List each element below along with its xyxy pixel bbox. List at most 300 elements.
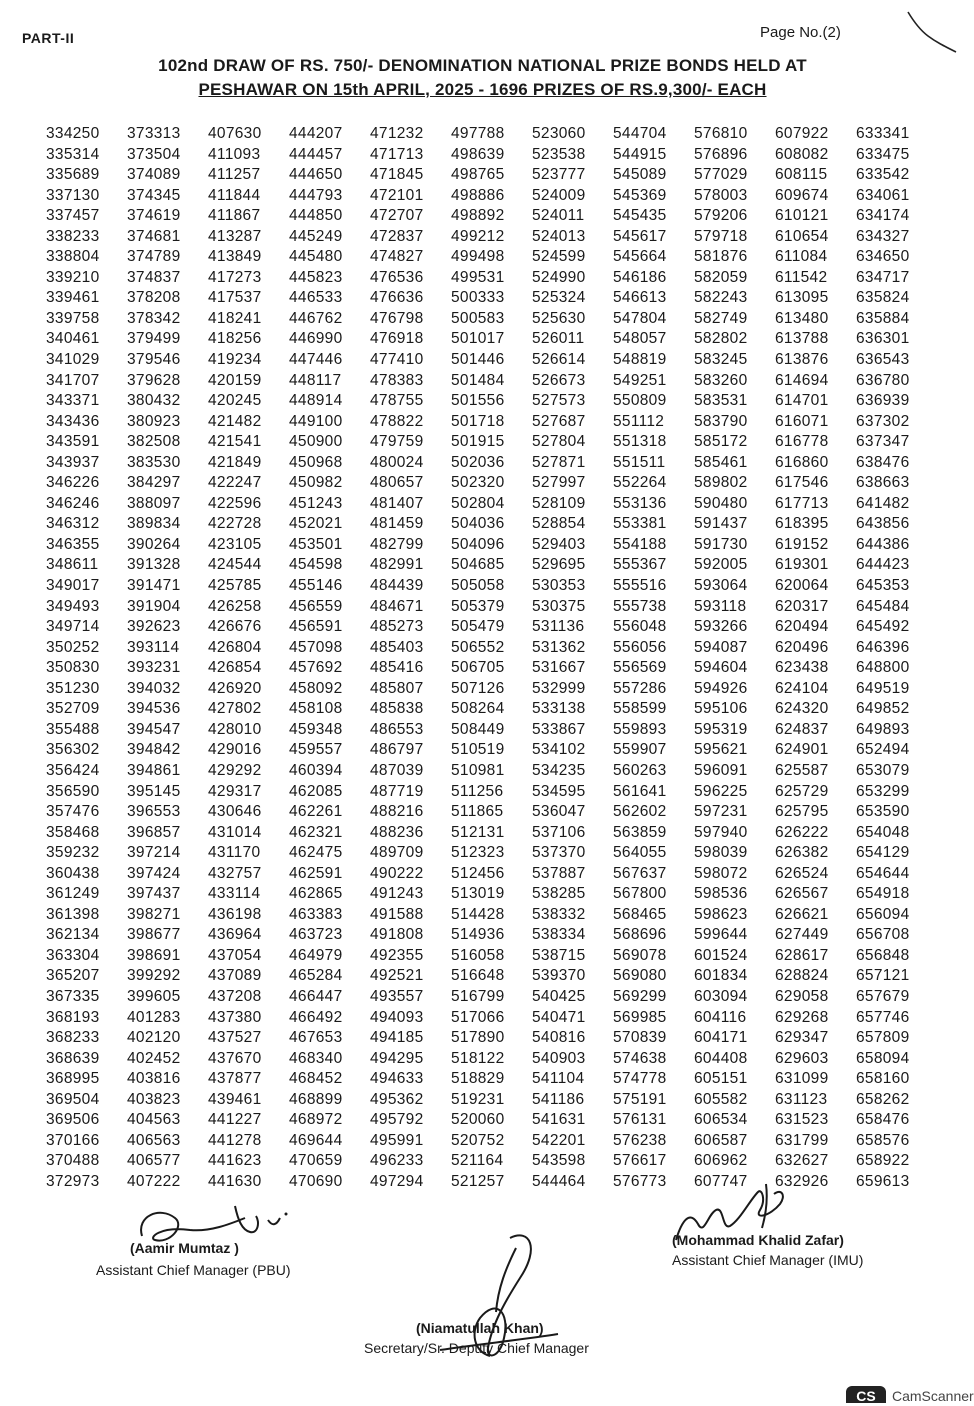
prize-bond-number: 534235 <box>532 761 586 779</box>
prize-bond-number: 498639 <box>451 145 505 163</box>
prize-bond-number: 346226 <box>46 474 100 492</box>
prize-bond-number: 437380 <box>208 1008 262 1026</box>
prize-bond-number: 450982 <box>289 474 343 492</box>
prize-bond-number: 391328 <box>127 556 181 574</box>
prize-bond-number: 546613 <box>613 289 667 307</box>
prize-bond-number: 531667 <box>532 659 586 677</box>
prize-bond-number: 341707 <box>46 371 100 389</box>
prize-bond-number: 623438 <box>775 659 829 677</box>
prize-bond-number: 457098 <box>289 638 343 656</box>
prize-bond-number: 430646 <box>208 803 262 821</box>
prize-bond-number: 560263 <box>613 761 667 779</box>
prize-bond-number: 605582 <box>694 1090 748 1108</box>
prize-bond-number: 594604 <box>694 659 748 677</box>
prize-bond-number: 625729 <box>775 782 829 800</box>
prize-bond-number: 399292 <box>127 967 181 985</box>
prize-bond-number: 339758 <box>46 309 100 327</box>
prize-bond-number: 568465 <box>613 905 667 923</box>
prize-bond-number: 543598 <box>532 1152 586 1170</box>
prize-bond-number: 484439 <box>370 577 424 595</box>
prize-bond-number: 450968 <box>289 453 343 471</box>
prize-bond-number: 627449 <box>775 926 829 944</box>
prize-bond-number: 558599 <box>613 700 667 718</box>
prize-bond-number: 511865 <box>451 803 504 821</box>
prize-bond-number: 557286 <box>613 679 667 697</box>
prize-bond-number: 391471 <box>127 577 181 595</box>
prize-bond-number: 583531 <box>694 392 748 410</box>
prize-bond-number: 605151 <box>694 1070 748 1088</box>
prize-bond-number: 478383 <box>370 371 424 389</box>
prize-bond-number: 598536 <box>694 885 748 903</box>
prize-bond-number: 471845 <box>370 166 424 184</box>
prize-bond-number: 607747 <box>694 1172 748 1190</box>
prize-bond-number: 466492 <box>289 1008 343 1026</box>
prize-bond-number: 420159 <box>208 371 262 389</box>
prize-bond-number: 339210 <box>46 268 100 286</box>
prize-bond-number: 528854 <box>532 515 586 533</box>
prize-bond-number: 472707 <box>370 207 424 225</box>
prize-bond-number: 417537 <box>208 289 262 307</box>
prize-bond-number: 431170 <box>208 844 261 862</box>
prize-bond-number: 545369 <box>613 186 667 204</box>
prize-bond-number: 498765 <box>451 166 505 184</box>
prize-bond-number: 508449 <box>451 720 505 738</box>
prize-bond-number: 527804 <box>532 433 586 451</box>
prize-bond-number: 538332 <box>532 905 586 923</box>
prize-bond-number: 590480 <box>694 494 748 512</box>
prize-bond-number: 556056 <box>613 638 667 656</box>
prize-bond-number: 637347 <box>856 433 910 451</box>
prize-bond-number: 470659 <box>289 1152 343 1170</box>
number-column <box>208 124 289 1192</box>
prize-bond-number: 479759 <box>370 433 424 451</box>
prize-bond-number: 654048 <box>856 823 910 841</box>
prize-bond-number: 356302 <box>46 741 100 759</box>
prize-bond-number: 502804 <box>451 494 505 512</box>
prize-bond-number: 619301 <box>775 556 829 574</box>
prize-bond-number: 553381 <box>613 515 667 533</box>
prize-bond-number: 444850 <box>289 207 343 225</box>
prize-bond-number: 596225 <box>694 782 748 800</box>
prize-bond-number: 421482 <box>208 412 262 430</box>
prize-numbers-table <box>46 124 936 1192</box>
prize-bond-number: 500333 <box>451 289 505 307</box>
prize-bond-number: 422596 <box>208 494 262 512</box>
prize-bond-number: 620317 <box>775 597 829 615</box>
prize-bond-number: 373504 <box>127 145 181 163</box>
prize-bond-number: 444207 <box>289 125 343 142</box>
prize-bond-number: 540471 <box>532 1008 586 1026</box>
prize-bond-number: 458092 <box>289 679 343 697</box>
prize-bond-number: 526011 <box>532 330 585 348</box>
prize-bond-number: 626524 <box>775 864 829 882</box>
prize-bond-number: 441630 <box>208 1172 262 1190</box>
prize-bond-number: 512456 <box>451 864 505 882</box>
prize-bond-number: 604116 <box>694 1008 747 1026</box>
prize-bond-number: 555516 <box>613 577 667 595</box>
prize-bond-number: 471713 <box>370 145 424 163</box>
prize-bond-number: 529695 <box>532 556 586 574</box>
prize-bond-number: 638663 <box>856 474 910 492</box>
prize-bond-number: 658922 <box>856 1152 910 1170</box>
prize-bond-number: 631123 <box>775 1090 828 1108</box>
prize-bond-number: 504096 <box>451 535 505 553</box>
prize-bond-number: 594087 <box>694 638 748 656</box>
prize-bond-number: 404563 <box>127 1111 181 1129</box>
prize-bond-number: 368639 <box>46 1049 100 1067</box>
prize-bond-number: 472101 <box>370 186 424 204</box>
prize-bond-number: 531136 <box>532 618 585 636</box>
prize-bond-number: 499531 <box>451 268 505 286</box>
prize-bond-number: 426804 <box>208 638 262 656</box>
prize-bond-number: 545089 <box>613 166 667 184</box>
prize-bond-number: 373313 <box>127 125 181 142</box>
signature-center-name: (Niamatullah Khan) <box>416 1320 544 1336</box>
number-column <box>289 124 370 1192</box>
prize-bond-number: 569299 <box>613 987 667 1005</box>
prize-bond-number: 575191 <box>613 1090 667 1108</box>
title-line-1: 102nd DRAW OF RS. 750/- DENOMINATION NATIONAL PRIZE BONDS HELD AT <box>158 56 807 75</box>
prize-bond-number: 634650 <box>856 248 910 266</box>
prize-bond-number: 462591 <box>289 864 343 882</box>
prize-bond-number: 524009 <box>532 186 586 204</box>
prize-bond-number: 349493 <box>46 597 100 615</box>
prize-bond-number: 530353 <box>532 577 586 595</box>
prize-bond-number: 396553 <box>127 803 181 821</box>
prize-bond-number: 437208 <box>208 987 262 1005</box>
prize-bond-number: 466447 <box>289 987 343 1005</box>
prize-bond-number: 394842 <box>127 741 181 759</box>
prize-bond-number: 383530 <box>127 453 181 471</box>
prize-bond-number: 369506 <box>46 1111 100 1129</box>
prize-bond-number: 368995 <box>46 1070 100 1088</box>
prize-bond-number: 368233 <box>46 1029 100 1047</box>
prize-bond-number: 490222 <box>370 864 424 882</box>
prize-bond-number: 594926 <box>694 679 748 697</box>
prize-bond-number: 379628 <box>127 371 181 389</box>
prize-bond-number: 444793 <box>289 186 343 204</box>
prize-bond-number: 611084 <box>775 248 828 266</box>
prize-bond-number: 418241 <box>208 309 262 327</box>
prize-bond-number: 357476 <box>46 803 100 821</box>
prize-bond-number: 595106 <box>694 700 748 718</box>
prize-bond-number: 446990 <box>289 330 343 348</box>
prize-bond-number: 518829 <box>451 1070 505 1088</box>
prize-bond-number: 636780 <box>856 371 910 389</box>
prize-bond-number: 463723 <box>289 926 343 944</box>
prize-bond-number: 389834 <box>127 515 181 533</box>
prize-bond-number: 508264 <box>451 700 505 718</box>
prize-bond-number: 489709 <box>370 844 424 862</box>
prize-bond-number: 498892 <box>451 207 505 225</box>
prize-bond-number: 538285 <box>532 885 586 903</box>
prize-bond-number: 644386 <box>856 535 910 553</box>
prize-bond-number: 636939 <box>856 392 910 410</box>
prize-bond-number: 569080 <box>613 967 667 985</box>
prize-bond-number: 628824 <box>775 967 829 985</box>
prize-bond-number: 439461 <box>208 1090 262 1108</box>
prize-bond-number: 445823 <box>289 268 343 286</box>
prize-bond-number: 576238 <box>613 1131 667 1149</box>
prize-bond-number: 486553 <box>370 720 424 738</box>
prize-bond-number: 527997 <box>532 474 586 492</box>
prize-bond-number: 608082 <box>775 145 829 163</box>
prize-bond-number: 598039 <box>694 844 748 862</box>
prize-bond-number: 422728 <box>208 515 262 533</box>
prize-bond-number: 397424 <box>127 864 181 882</box>
prize-bond-number: 398677 <box>127 926 181 944</box>
prize-bond-number: 606962 <box>694 1152 748 1170</box>
prize-bond-number: 411257 <box>208 166 261 184</box>
prize-bond-number: 582749 <box>694 309 748 327</box>
prize-bond-number: 505479 <box>451 618 505 636</box>
prize-bond-number: 485838 <box>370 700 424 718</box>
prize-bond-number: 506705 <box>451 659 505 677</box>
prize-bond-number: 606587 <box>694 1131 748 1149</box>
prize-bond-number: 469644 <box>289 1131 343 1149</box>
prize-bond-number: 616778 <box>775 433 829 451</box>
prize-bond-number: 352709 <box>46 700 100 718</box>
prize-bond-number: 448914 <box>289 392 343 410</box>
prize-bond-number: 607922 <box>775 125 829 142</box>
prize-bond-number: 658576 <box>856 1131 910 1149</box>
prize-bond-number: 485807 <box>370 679 424 697</box>
prize-bond-number: 458108 <box>289 700 343 718</box>
prize-bond-number: 547804 <box>613 309 667 327</box>
prize-bond-number: 422247 <box>208 474 262 492</box>
prize-bond-number: 644423 <box>856 556 910 574</box>
prize-bond-number: 521257 <box>451 1172 505 1190</box>
prize-bond-number: 498886 <box>451 186 505 204</box>
prize-bond-number: 346246 <box>46 494 100 512</box>
prize-bond-number: 428010 <box>208 720 262 738</box>
prize-bond-number: 429317 <box>208 782 262 800</box>
prize-bond-number: 398271 <box>127 905 181 923</box>
prize-bond-number: 485416 <box>370 659 424 677</box>
prize-bond-number: 633542 <box>856 166 910 184</box>
prize-bond-number: 393231 <box>127 659 181 677</box>
prize-bond-number: 597231 <box>694 803 748 821</box>
prize-bond-number: 494633 <box>370 1070 424 1088</box>
prize-bond-number: 341029 <box>46 351 100 369</box>
prize-bond-number: 480024 <box>370 453 424 471</box>
prize-bond-number: 554188 <box>613 535 667 553</box>
prize-bond-number: 487719 <box>370 782 424 800</box>
prize-bond-number: 616860 <box>775 453 829 471</box>
prize-bond-number: 631523 <box>775 1111 829 1129</box>
prize-bond-number: 462085 <box>289 782 343 800</box>
prize-bond-number: 545435 <box>613 207 667 225</box>
prize-bond-number: 510981 <box>451 761 505 779</box>
prize-bond-number: 583245 <box>694 351 748 369</box>
prize-bond-number: 493557 <box>370 987 424 1005</box>
prize-bond-number: 436964 <box>208 926 262 944</box>
prize-bond-number: 501718 <box>451 412 505 430</box>
prize-bond-number: 513019 <box>451 885 505 903</box>
prize-bond-number: 591437 <box>694 515 748 533</box>
prize-bond-number: 452021 <box>289 515 343 533</box>
prize-bond-number: 441623 <box>208 1152 262 1170</box>
prize-bond-number: 657121 <box>856 967 910 985</box>
prize-bond-number: 542201 <box>532 1131 586 1149</box>
signature-right-name: (Mohammad Khalid Zafar) <box>672 1232 844 1248</box>
prize-bond-number: 356424 <box>46 761 100 779</box>
prize-bond-number: 544464 <box>532 1172 586 1190</box>
prize-bond-number: 337457 <box>46 207 100 225</box>
prize-bond-number: 433114 <box>208 885 261 903</box>
prize-bond-number: 374089 <box>127 166 181 184</box>
prize-bond-number: 596091 <box>694 761 748 779</box>
prize-bond-number: 569985 <box>613 1008 667 1026</box>
prize-bond-number: 524599 <box>532 248 586 266</box>
prize-bond-number: 538715 <box>532 946 586 964</box>
prize-bond-number: 356590 <box>46 782 100 800</box>
prize-bond-number: 524990 <box>532 268 586 286</box>
prize-bond-number: 638476 <box>856 453 910 471</box>
prize-bond-number: 406563 <box>127 1131 181 1149</box>
prize-bond-number: 394547 <box>127 720 181 738</box>
prize-bond-number: 657809 <box>856 1029 910 1047</box>
prize-bond-number: 614701 <box>775 392 829 410</box>
prize-bond-number: 624837 <box>775 720 829 738</box>
prize-bond-number: 470690 <box>289 1172 343 1190</box>
prize-bond-number: 476918 <box>370 330 424 348</box>
prize-bond-number: 520060 <box>451 1111 505 1129</box>
prize-bond-number: 454598 <box>289 556 343 574</box>
prize-bond-number: 628617 <box>775 946 829 964</box>
prize-bond-number: 653299 <box>856 782 910 800</box>
prize-bond-number: 514428 <box>451 905 505 923</box>
prize-bond-number: 629058 <box>775 987 829 1005</box>
prize-bond-number: 392623 <box>127 618 181 636</box>
prize-bond-number: 374681 <box>127 227 181 245</box>
prize-bond-number: 519231 <box>451 1090 505 1108</box>
prize-bond-number: 441278 <box>208 1131 262 1149</box>
prize-bond-number: 449100 <box>289 412 343 430</box>
prize-bond-number: 346355 <box>46 535 100 553</box>
prize-bond-number: 455146 <box>289 577 343 595</box>
prize-bond-number: 654644 <box>856 864 910 882</box>
prize-bond-number: 624901 <box>775 741 829 759</box>
prize-bond-number: 608115 <box>775 166 828 184</box>
prize-bond-number: 482991 <box>370 556 424 574</box>
prize-bond-number: 494093 <box>370 1008 424 1026</box>
prize-bond-number: 413849 <box>208 248 262 266</box>
prize-bond-number: 551112 <box>613 412 665 430</box>
signature-right-title: Assistant Chief Manager (IMU) <box>672 1252 864 1268</box>
number-column <box>370 124 451 1192</box>
prize-bond-number: 361398 <box>46 905 100 923</box>
prize-bond-number: 633341 <box>856 125 910 142</box>
prize-bond-number: 380923 <box>127 412 181 430</box>
prize-bond-number: 343937 <box>46 453 100 471</box>
prize-bond-number: 462865 <box>289 885 343 903</box>
prize-bond-number: 492521 <box>370 967 424 985</box>
prize-bond-number: 374789 <box>127 248 181 266</box>
prize-bond-number: 520752 <box>451 1131 505 1149</box>
prize-bond-number: 359232 <box>46 844 100 862</box>
prize-bond-number: 598072 <box>694 864 748 882</box>
prize-bond-number: 556569 <box>613 659 667 677</box>
prize-bond-number: 595319 <box>694 720 748 738</box>
prize-bond-number: 626621 <box>775 905 829 923</box>
prize-bond-number: 635884 <box>856 309 910 327</box>
prize-bond-number: 446533 <box>289 289 343 307</box>
prize-bond-number: 494185 <box>370 1029 424 1047</box>
prize-bond-number: 462261 <box>289 803 343 821</box>
prize-bond-number: 552264 <box>613 474 667 492</box>
prize-bond-number: 338804 <box>46 248 100 266</box>
prize-bond-number: 463383 <box>289 905 343 923</box>
prize-bond-number: 491588 <box>370 905 424 923</box>
prize-bond-number: 451243 <box>289 494 343 512</box>
prize-bond-number: 368193 <box>46 1008 100 1026</box>
prize-bond-number: 582802 <box>694 330 748 348</box>
signature-left-title: Assistant Chief Manager (PBU) <box>96 1262 291 1278</box>
prize-bond-number: 593118 <box>694 597 747 615</box>
prize-bond-number: 476536 <box>370 268 424 286</box>
prize-bond-number: 496233 <box>370 1152 424 1170</box>
prize-bond-number: 574638 <box>613 1049 667 1067</box>
prize-bond-number: 626567 <box>775 885 829 903</box>
prize-bond-number: 652494 <box>856 741 910 759</box>
prize-bond-number: 380432 <box>127 392 181 410</box>
prize-bond-number: 563859 <box>613 823 667 841</box>
number-column <box>532 124 613 1192</box>
prize-bond-number: 593064 <box>694 577 748 595</box>
prize-bond-number: 444650 <box>289 166 343 184</box>
prize-bond-number: 467653 <box>289 1029 343 1047</box>
prize-bond-number: 491808 <box>370 926 424 944</box>
prize-bond-number: 620494 <box>775 618 829 636</box>
prize-bond-number: 514936 <box>451 926 505 944</box>
prize-bond-number: 499498 <box>451 248 505 266</box>
prize-bond-number: 548057 <box>613 330 667 348</box>
prize-bond-number: 613788 <box>775 330 829 348</box>
prize-bond-number: 524011 <box>532 207 585 225</box>
prize-bond-number: 613876 <box>775 351 829 369</box>
prize-bond-number: 506552 <box>451 638 505 656</box>
signature-scrawl-right <box>670 1180 800 1260</box>
prize-bond-number: 337130 <box>46 186 100 204</box>
prize-bond-number: 528109 <box>532 494 586 512</box>
prize-bond-number: 629347 <box>775 1029 829 1047</box>
prize-bond-number: 487039 <box>370 761 424 779</box>
prize-bond-number: 533138 <box>532 700 586 718</box>
prize-bond-number: 526673 <box>532 371 586 389</box>
prize-bond-number: 465284 <box>289 967 343 985</box>
prize-bond-number: 379546 <box>127 351 181 369</box>
prize-bond-number: 335314 <box>46 145 100 163</box>
prize-bond-number: 541104 <box>532 1070 585 1088</box>
prize-bond-number: 350830 <box>46 659 100 677</box>
prize-bond-number: 614694 <box>775 371 829 389</box>
prize-bond-number: 340461 <box>46 330 100 348</box>
prize-bond-number: 562602 <box>613 803 667 821</box>
prize-bond-number: 534102 <box>532 741 586 759</box>
prize-bond-number: 629603 <box>775 1049 829 1067</box>
prize-bond-number: 546186 <box>613 268 667 286</box>
prize-bond-number: 540425 <box>532 987 586 1005</box>
prize-bond-number: 569078 <box>613 946 667 964</box>
prize-bond-number: 417273 <box>208 268 262 286</box>
prize-bond-number: 502036 <box>451 453 505 471</box>
prize-bond-number: 477410 <box>370 351 424 369</box>
prize-bond-number: 350252 <box>46 638 100 656</box>
prize-bond-number: 382508 <box>127 433 181 451</box>
prize-bond-number: 426854 <box>208 659 262 677</box>
prize-bond-number: 604408 <box>694 1049 748 1067</box>
